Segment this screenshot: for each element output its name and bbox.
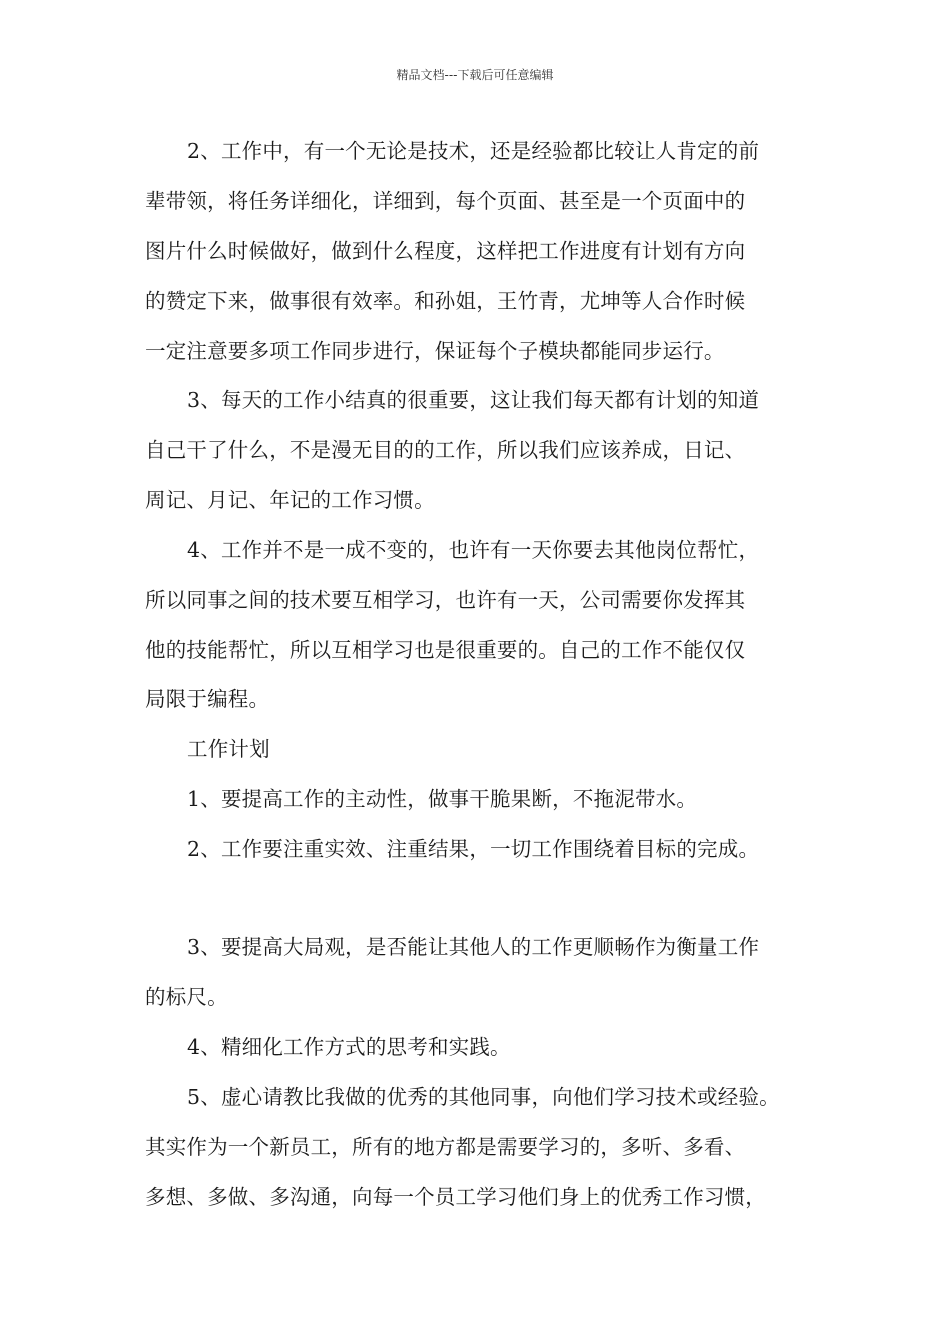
paragraph-line: 局限于编程。 xyxy=(145,687,270,711)
paragraph-line: 2、工作要注重实效、注重结果，一切工作围绕着目标的完成。 xyxy=(187,837,760,861)
paragraph-line: 其实作为一个新员工，所有的地方都是需要学习的，多听、多看、 xyxy=(145,1135,746,1159)
paragraph-line: 的标尺。 xyxy=(145,985,228,1009)
page-header: 精品文档---下载后可任意编辑 xyxy=(396,68,554,82)
paragraph-line: 的赞定下来，做事很有效率。和孙姐，王竹青，尤坤等人合作时候 xyxy=(145,289,746,313)
paragraph-line: 一定注意要多项工作同步进行，保证每个子模块都能同步运行。 xyxy=(145,339,725,363)
paragraph-line: 1、要提高工作的主动性，做事干脆果断，不拖泥带水。 xyxy=(187,787,698,811)
paragraph-line: 辈带领，将任务详细化，详细到，每个页面、甚至是一个页面中的 xyxy=(145,189,746,213)
paragraph-line: 周记、月记、年记的工作习惯。 xyxy=(145,488,435,512)
paragraph-line: 4、工作并不是一成不变的，也许有一天你要去其他岗位帮忙， xyxy=(187,538,760,562)
paragraph-line: 所以同事之间的技术要互相学习，也许有一天，公司需要你发挥其 xyxy=(145,588,746,612)
paragraph-line: 多想、多做、多沟通，向每一个员工学习他们身上的优秀工作习惯， xyxy=(145,1185,766,1209)
paragraph-line: 5、虚心请教比我做的优秀的其他同事，向他们学习技术或经验。 xyxy=(187,1085,780,1109)
paragraph-line: 2、工作中，有一个无论是技术，还是经验都比较让人肯定的前 xyxy=(187,139,760,163)
paragraph-line: 图片什么时候做好，做到什么程度，这样把工作进度有计划有方向 xyxy=(145,239,746,263)
paragraph-line: 4、精细化工作方式的思考和实践。 xyxy=(187,1035,511,1059)
paragraph-line: 自己干了什么，不是漫无目的的工作，所以我们应该养成，日记、 xyxy=(145,438,746,462)
section-heading: 工作计划 xyxy=(187,737,270,761)
paragraph-line: 3、每天的工作小结真的很重要，这让我们每天都有计划的知道 xyxy=(187,388,760,412)
paragraph-line: 3、要提高大局观，是否能让其他人的工作更顺畅作为衡量工作 xyxy=(187,935,760,959)
paragraph-line: 他的技能帮忙，所以互相学习也是很重要的。自己的工作不能仅仅 xyxy=(145,638,746,662)
